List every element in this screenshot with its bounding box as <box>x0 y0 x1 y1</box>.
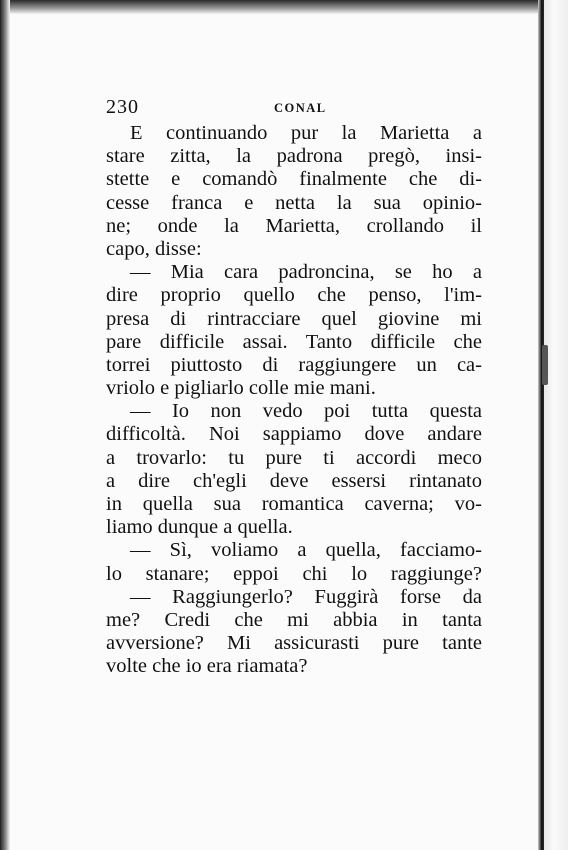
text-line: stette e comandò finalmente che di- <box>106 168 482 191</box>
page-text-block <box>106 96 482 679</box>
text-line: — Io non vedo poi tutta questa <box>130 400 482 423</box>
page-left-edge <box>0 0 10 850</box>
page-top-edge <box>0 0 568 14</box>
text-line: in quella sua romantica caverna; vo- <box>106 493 482 515</box>
text-line: capo, disse: <box>106 237 202 260</box>
text-line: difficoltà. Noi sappiamo dove andare <box>106 423 482 446</box>
text-line: pare difficile assai. Tanto difficile che <box>106 330 482 353</box>
body-text <box>106 122 482 679</box>
text-line: vriolo e pigliarlo colle mie mani. <box>106 377 376 400</box>
text-line: dire proprio quello che penso, l'im- <box>106 284 482 307</box>
text-line: a dire ch'egli deve essersi rintanato <box>106 469 482 492</box>
text-line: cesse franca e netta la sua opinio- <box>106 191 482 214</box>
text-line: — Raggiungerlo? Fuggirà forse da <box>130 585 482 608</box>
page-number: 230 <box>106 96 139 118</box>
text-line: presa di rintracciare quel giovine mi <box>106 307 482 330</box>
binding-mark <box>542 345 548 385</box>
running-head <box>106 96 482 122</box>
text-line: ne; onde la Marietta, crollando il <box>106 214 482 237</box>
text-line: — Mia cara padroncina, se ho a <box>130 261 482 284</box>
running-title: CONAL <box>274 101 327 115</box>
text-line: torrei piuttosto di raggiungere un ca- <box>106 353 482 376</box>
text-line: — Sì, voliamo a quella, facciamo- <box>130 539 482 562</box>
facing-page-edge <box>544 0 568 850</box>
text-line: E continuando pur la Marietta a <box>130 122 482 144</box>
text-line: lo stanare; eppoi chi lo raggiunge? <box>106 562 482 585</box>
text-line: volte che io era riamata? <box>106 655 308 678</box>
text-line: stare zitta, la padrona pregò, insi- <box>106 145 482 168</box>
text-line: a trovarlo: tu pure ti accordi meco <box>106 446 482 469</box>
text-line: avversione? Mi assicurasti pure tante <box>106 632 482 655</box>
text-line: me? Credi che mi abbia in tanta <box>106 608 482 631</box>
text-line: liamo dunque a quella. <box>106 516 293 539</box>
